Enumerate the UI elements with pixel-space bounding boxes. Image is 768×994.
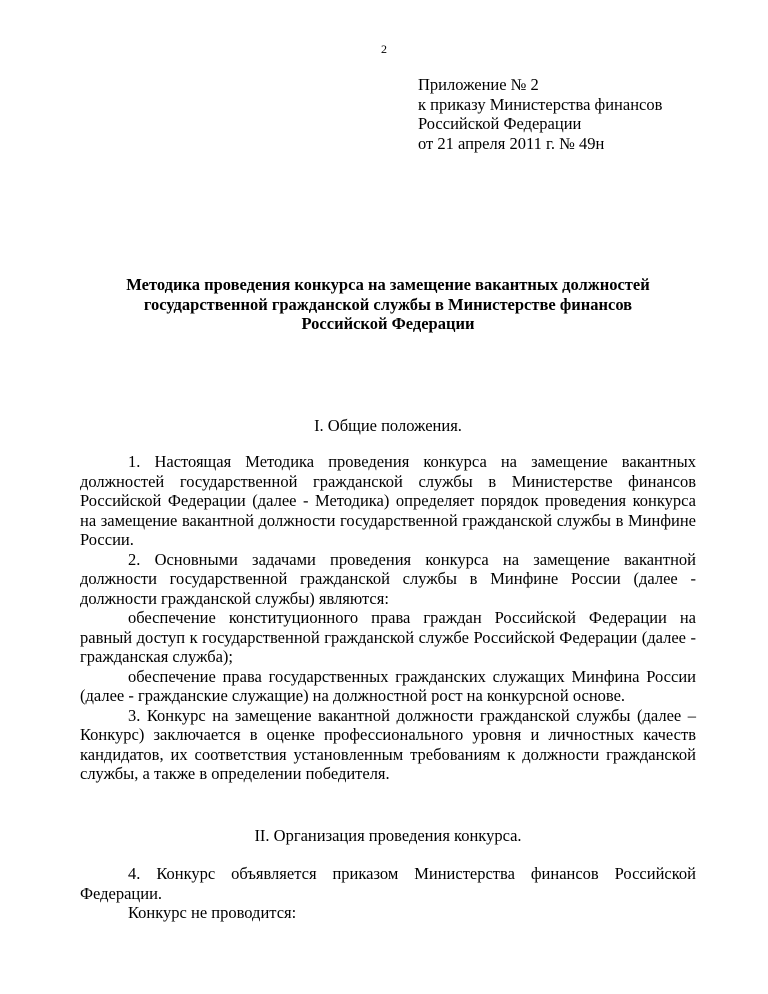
paragraph-1: 1. Настоящая Методика проведения конкурса на замещение вакантных должностей государственной гражданской службы в Министерстве финансов Российской Федерации (далее - Методика) определяет порядок проведения конкурса на замещение вакантной должности государственной гражданской службы в Минфине России.: [80, 452, 696, 549]
section-1-heading: I. Общие положения.: [314, 416, 462, 435]
section-1-body: [80, 452, 696, 784]
document-title: [80, 275, 696, 334]
section-2-body: [80, 864, 696, 923]
paragraph-4: 4. Конкурс объявляется приказом Министерства финансов Российской Федерации.: [80, 864, 696, 903]
paragraph-3: 3. Конкурс на замещение вакантной должности гражданской службы (далее – Конкурс) заключается в оценке профессионального уровня и личностных качеств кандидатов, их соответствия установленным требованиям к должности гражданской службы, а также в определении победителя.: [80, 705, 696, 783]
title-line-2: государственной гражданской службы в Министерстве финансов: [143, 294, 633, 314]
paragraph-2-item-2: обеспечение права государственных гражданских служащих Минфина России (далее - гражданские служащие) на должностной рост на конкурсной основе.: [80, 666, 696, 705]
section-2-heading: II. Организация проведения конкурса.: [254, 826, 522, 845]
title-line-1: Методика проведения конкурса на замещение вакантных должностей: [126, 275, 650, 294]
appendix-line-2: к приказу Министерства финансов: [418, 94, 663, 114]
paragraph-2-item-1: обеспечение конституционного права граждан Российской Федерации на равный доступ к государственной гражданской службе Российской Федерации (далее - гражданская служба);: [80, 608, 696, 666]
appendix-line-3: Российской Федерации: [418, 114, 582, 133]
appendix-line-4: от 21 апреля 2011 г. № 49н: [418, 133, 605, 153]
appendix-line-1: Приложение № 2: [418, 75, 539, 94]
paragraph-4-continued: Конкурс не проводится:: [128, 903, 297, 922]
appendix-reference: [418, 75, 662, 153]
paragraph-2: 2. Основными задачами проведения конкурса на замещение вакантной должности государственной гражданской службы в Минфине России (далее - должности гражданской службы) являются:: [80, 549, 696, 608]
page-number: 2: [381, 42, 387, 56]
title-line-3: Российской Федерации: [301, 314, 475, 333]
